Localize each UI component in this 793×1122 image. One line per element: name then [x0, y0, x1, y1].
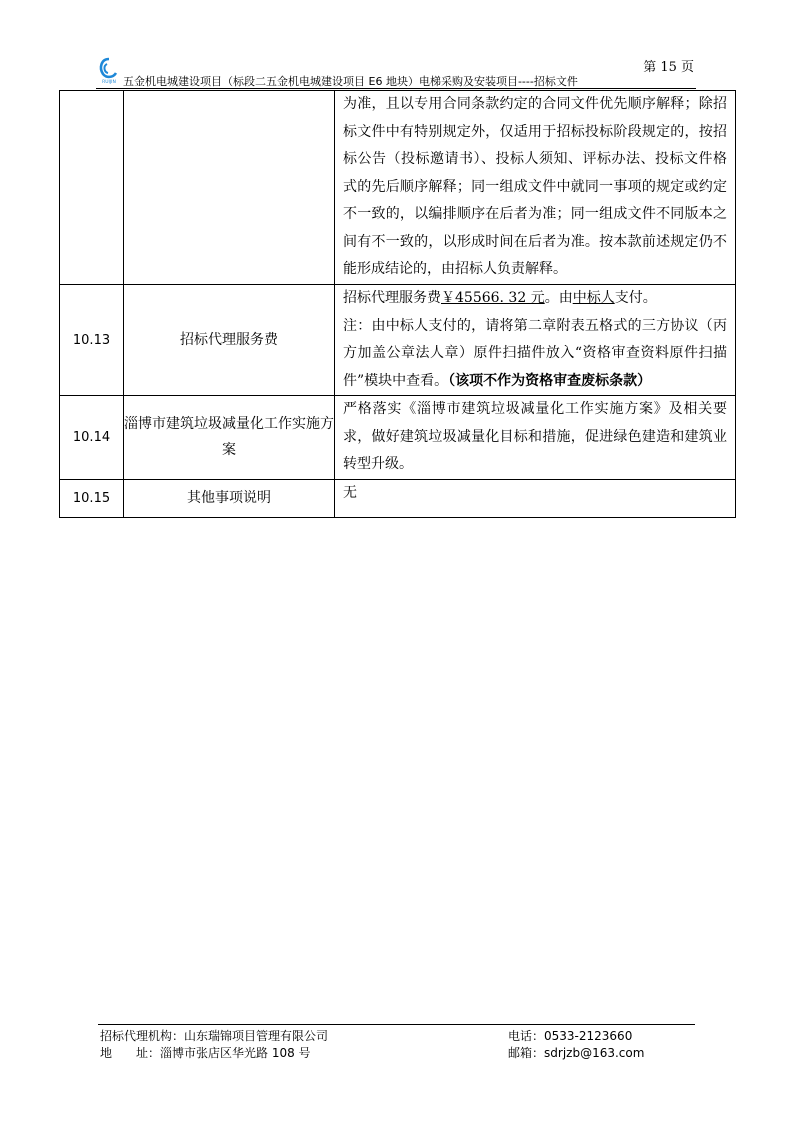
row-number: 10.13: [60, 285, 124, 396]
document-title: 五金机电城建设项目（标段二五金机电城建设项目 E6 地块）电梯采购及安装项目----招标文件: [123, 75, 578, 88]
address-line: [100, 1044, 311, 1061]
phone-line: [508, 1027, 632, 1044]
address-value: 淄博市张店区华光路 108 号: [160, 1046, 311, 1060]
agency-name: 山东瑞锦项目管理有限公司: [184, 1029, 329, 1043]
svg-text:RUIJIN: RUIJIN: [102, 80, 116, 84]
header-divider: [96, 88, 696, 89]
table-row: [60, 91, 736, 285]
company-logo: [96, 56, 122, 84]
fee-amount: ￥45566. 32 元: [441, 290, 545, 306]
page-header: [96, 54, 696, 90]
agency-line: [100, 1027, 328, 1044]
row-content: 为准，且以专用合同条款约定的合同文件优先顺序解释；除招标文件中有特别规定外，仅适用于招标投标阶段规定的，按招标公告（投标邀请书）、投标人须知、评标办法、投标文件格式的先后顺序解释；同一组成文件中就同一事项的规定或约定不一致的，以编排顺序在后者为准；同一组成文件不同版本之间有不一致的，以形成时间在后者为准。按本款前述规定仍不能形成结论的，由招标人负责解释。: [335, 91, 736, 285]
table-row: [60, 285, 736, 396]
footer-divider: [98, 1024, 695, 1025]
fee-line: 招标代理服务费￥45566. 32 元。由中标人支付。: [343, 290, 657, 306]
row-content: 严格落实《淄博市建筑垃圾减量化工作实施方案》及相关要求，做好建筑垃圾减量化目标和措施，促进绿色建造和建筑业转型升级。: [335, 396, 736, 480]
terms-table: [59, 90, 736, 518]
page-number: 第 15 页: [643, 60, 694, 75]
email-label: 邮箱：: [508, 1046, 545, 1060]
phone-label: 电话：: [508, 1029, 545, 1043]
table-row: [60, 479, 736, 517]
email-line: [508, 1044, 644, 1061]
row-item: 其他事项说明: [124, 479, 335, 517]
email-address: sdrjzb@163.com: [544, 1046, 645, 1060]
fee-note: 注：由中标人支付的，请将第二章附表五格式的三方协议（丙方加盖公章法人章）原件扫描件放入“资格审查资料原件扫描件”模块中查看。（该项不作为资格审查废标条款）: [343, 317, 727, 389]
row-item: 招标代理服务费: [124, 285, 335, 396]
row-number: 10.15: [60, 479, 124, 517]
fee-note-bold: （该项不作为资格审查废标条款）: [448, 372, 652, 389]
row-content: [335, 285, 736, 396]
fee-payer: 中标人: [572, 290, 615, 306]
agency-label: 招标代理机构：: [100, 1029, 185, 1043]
row-number: 10.14: [60, 396, 124, 480]
phone-number: 0533-2123660: [544, 1029, 633, 1043]
row-content: 无: [335, 479, 736, 517]
row-number: [60, 91, 124, 285]
row-item: 淄博市建筑垃圾减量化工作实施方案: [124, 396, 335, 480]
row-item: [124, 91, 335, 285]
table-row: [60, 396, 736, 480]
address-label: 地 址：: [100, 1046, 161, 1060]
